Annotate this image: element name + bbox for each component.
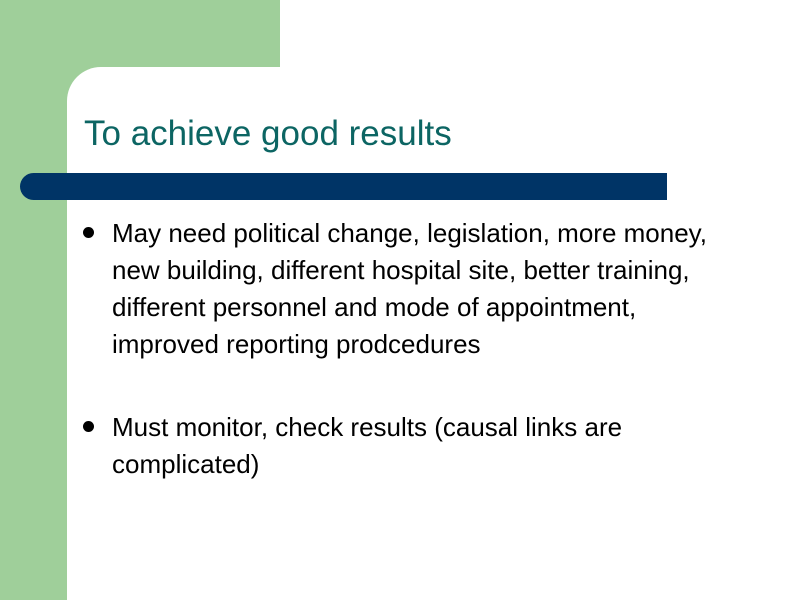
bullet-text: May need political change, legislation, more money, new building, different hospital site, better training, different personnel and mode of appointment, improved reporting prodcedures [112,218,707,359]
bullet-text: Must monitor, check results (causal links are complicated) [112,412,623,479]
slide-title: To achieve good results [84,114,452,153]
accent-top-band [0,0,280,67]
bullet-icon [83,227,94,238]
accent-sidebar [0,0,67,600]
list-item [78,215,728,363]
title-divider-bar [20,173,667,200]
bullet-list [78,215,728,483]
list-item [78,409,728,483]
bullet-icon [83,421,94,432]
